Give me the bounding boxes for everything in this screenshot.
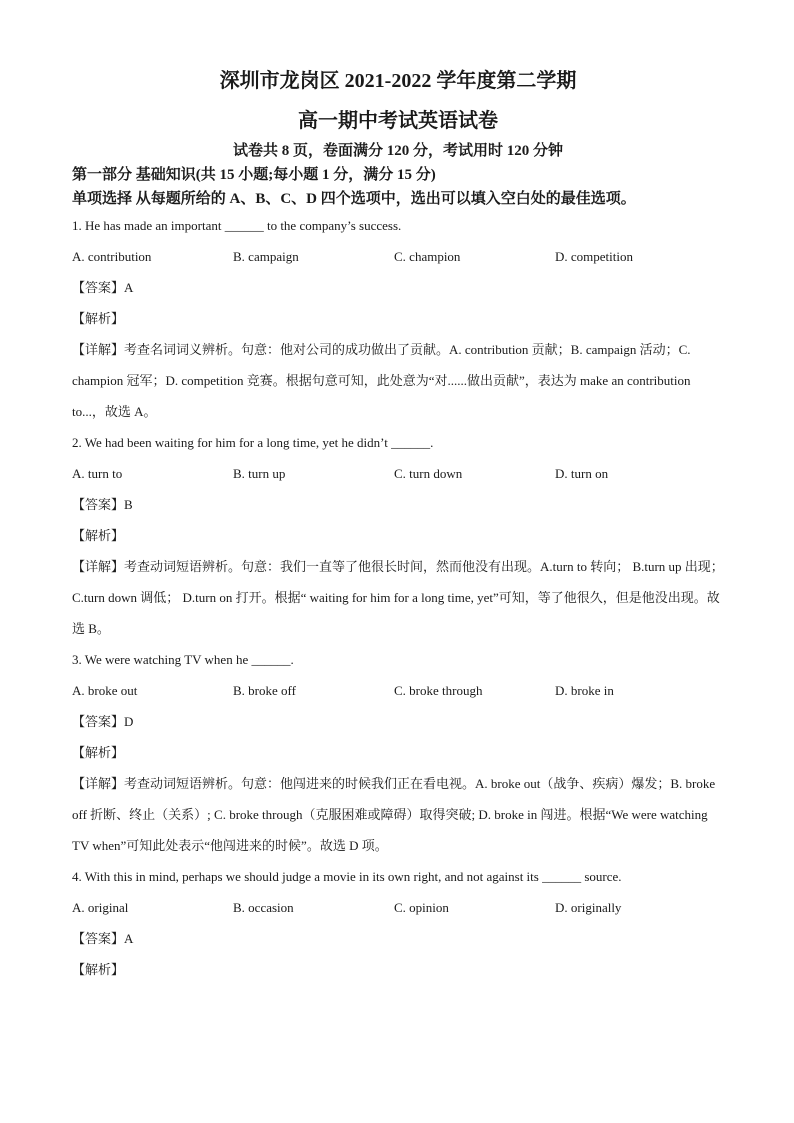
detail-explanation: 【详解】考查动词短语辨析。句意：我们一直等了他很长时间，然而他没有出现。A.turn to 转向； B.turn up 出现；C.turn down 调低； D.turn on 打开。根据“ waiting for him for a long time, yet”可知，等了他很久，但是他没出现。故选 B。 xyxy=(72,559,724,636)
option-a: A. turn to xyxy=(72,466,123,481)
question-stem: 2. We had been waiting for him for a long time, yet he didn’t ______. xyxy=(72,435,434,450)
answer-label: 【答案】D xyxy=(72,714,134,729)
section-heading: 第一部分 基础知识(共 15 小题;每小题 1 分，满分 15 分) xyxy=(72,167,436,183)
option-b: B. occasion xyxy=(233,900,294,915)
question-options xyxy=(72,458,724,489)
question-options xyxy=(72,241,724,272)
question-2 xyxy=(72,427,724,644)
question-stem: 1. He has made an important ______ to the company’s success. xyxy=(72,218,402,233)
answer-label: 【答案】A xyxy=(72,280,134,295)
exam-title-line2: 高一期中考试英语试卷 xyxy=(298,110,498,132)
option-b: B. broke off xyxy=(233,683,296,698)
option-c: C. broke through xyxy=(394,683,483,698)
option-a: A. contribution xyxy=(72,249,152,264)
analysis-label: 【解析】 xyxy=(72,962,125,977)
question-stem: 4. With this in mind, perhaps we should judge a movie in its own right, and not against its ______ source. xyxy=(72,869,622,884)
option-c: C. opinion xyxy=(394,900,449,915)
question-options xyxy=(72,892,724,923)
analysis-label: 【解析】 xyxy=(72,745,125,760)
exam-title-line1: 深圳市龙岗区 2021-2022 学年度第二学期 xyxy=(219,70,577,92)
option-c: C. champion xyxy=(394,249,461,264)
section-instruction: 单项选择 从每题所给的 A、B、C、D 四个选项中，选出可以填入空白处的最佳选项。 xyxy=(72,191,636,207)
option-d: D. turn on xyxy=(555,466,609,481)
question-1 xyxy=(72,210,724,427)
detail-explanation: 【详解】考查动词短语辨析。句意：他闯进来的时候我们正在看电视。A. broke out（战争、疾病）爆发；B. broke off 折断、终止（关系）; C. broke through（克服困难或障碍）取得突破; D. broke in 闯进。根据“We were watching TV when”可知此处表示“他闯进来的时候”。故选 D 项。 xyxy=(72,776,716,853)
option-b: B. turn up xyxy=(233,466,286,481)
analysis-label: 【解析】 xyxy=(72,528,125,543)
question-3 xyxy=(72,644,724,861)
question-4 xyxy=(72,861,724,985)
option-d: D. originally xyxy=(555,900,622,915)
question-options xyxy=(72,675,724,706)
option-d: D. broke in xyxy=(555,683,614,698)
exam-subtitle: 试卷共 8 页，卷面满分 120 分，考试用时 120 分钟 xyxy=(232,143,563,159)
analysis-label: 【解析】 xyxy=(72,311,125,326)
answer-label: 【答案】A xyxy=(72,931,134,946)
detail-explanation: 【详解】考查名词词义辨析。句意：他对公司的成功做出了贡献。A. contribution 贡献；B. campaign 活动；C. champion 冠军；D. competition 竞赛。根据句意可知，此处意为“对......做出贡献”，表达为 make an contribution to...，故选 A。 xyxy=(72,342,691,419)
option-a: A. broke out xyxy=(72,683,138,698)
question-stem: 3. We were watching TV when he ______. xyxy=(72,652,294,667)
option-a: A. original xyxy=(72,900,129,915)
option-c: C. turn down xyxy=(394,466,463,481)
option-b: B. campaign xyxy=(233,249,299,264)
answer-label: 【答案】B xyxy=(72,497,133,512)
document-page xyxy=(72,66,724,985)
option-d: D. competition xyxy=(555,249,633,264)
